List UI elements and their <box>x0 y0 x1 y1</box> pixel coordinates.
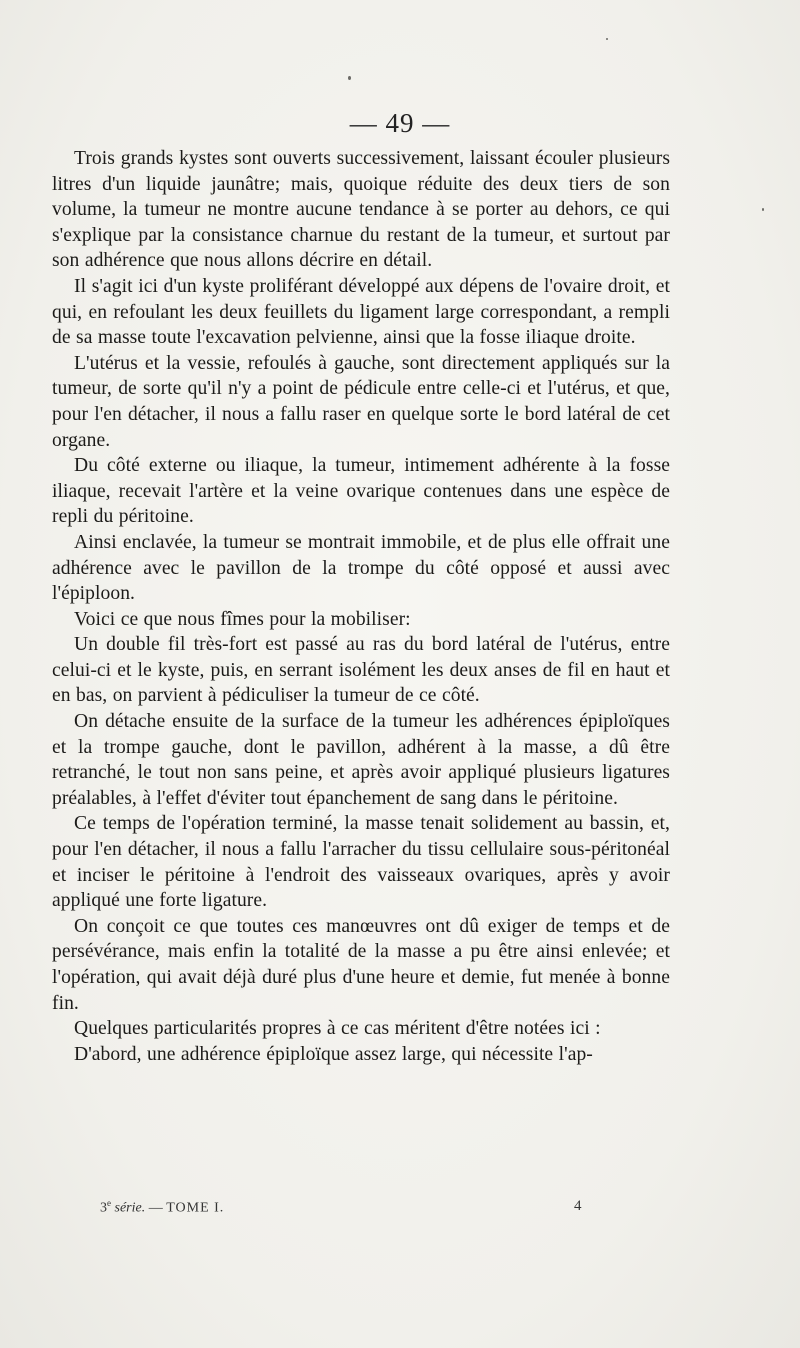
paragraph: Du côté externe ou iliaque, la tumeur, intimement adhérente à la fosse iliaque, recevait l'artère et la veine ovarique contenues dans une espèce de repli du péritoine. <box>52 455 670 528</box>
separator: — <box>148 1200 163 1216</box>
paragraph: Il s'agit ici d'un kyste proliférant développé aux dépens de l'ovaire droit, et qui, en refoulant les deux feuillets du ligament large correspondant, a rempli de sa masse toute l'excavation pelvienne, ainsi que la fosse iliaque droite. <box>52 275 670 349</box>
paragraph: On conçoit ce que toutes ces manœuvres ont dû exiger de temps et de persévérance, mais enfin la totalité de la masse a pu être ainsi enlevée; et l'opération, qui avait déjà duré plus d'une heure et demie, fut menée à bonne fin. <box>52 915 670 1014</box>
paragraph: On détache ensuite de la surface de la tumeur les adhérences épiploïques et la trompe gauche, dont le pavillon, adhérent à la masse, a dû être retranché, le tout non sans peine, et après avoir appliqué plusieurs ligatures préalables, à l'effet d'éviter tout épanchement de sang dans le péritoine. <box>52 711 670 809</box>
series-superscript: e <box>107 1198 111 1208</box>
page-number: — 49 — <box>349 108 451 138</box>
paper-speck <box>348 76 351 80</box>
printer-signature <box>100 1198 224 1217</box>
paragraph: Ce temps de l'opération terminé, la masse tenait solidement au bassin, et, pour l'en détacher, il nous a fallu l'arracher du tissu cellulaire sous-péritonéal et inciser le péritoine à l'endroit des vaisseaux ovariques, après y avoir appliqué une forte ligature. <box>52 813 670 912</box>
paragraph: Ainsi enclavée, la tumeur se montrait immobile, et de plus elle offrait une adhérence avec le pavillon de la trompe du côté opposé et aussi avec l'épiploon. <box>52 531 670 605</box>
body-text <box>52 146 670 1067</box>
series-word: série. <box>114 1200 146 1216</box>
paragraph: Un double fil très-fort est passé au ras du bord latéral de l'utérus, entre celui-ci et le kyste, puis, en serrant isolément les deux anses de fil en haut et en bas, on parvient à pédiculiser la tumeur de ce côté. <box>52 634 670 707</box>
paragraph: Voici ce que nous fîmes pour la mobiliser: <box>74 608 411 630</box>
paper-speck <box>762 208 764 211</box>
sheet-number: 4 <box>574 1198 582 1214</box>
paper-speck <box>606 38 608 40</box>
paragraph: L'utérus et la vessie, refoulés à gauche, sont directement appliqués sur la tumeur, de sorte qu'il n'y a point de pédicule entre celle-ci et l'utérus, et que, pour l'en détacher, il nous a fallu raser en quelque sorte le bord latéral de cet organe. <box>52 352 670 451</box>
paragraph: D'abord, une adhérence épiploïque assez large, qui nécessite l'ap- <box>74 1043 593 1065</box>
paragraph: Trois grands kystes sont ouverts successivement, laissant écouler plusieurs litres d'un liquide jaunâtre; mais, quoique réduite des deux tiers de son volume, la tumeur ne montre aucune tendance à se porter au dehors, ce qui s'explique par la consistance charnue du restant de la tumeur, et surtout par son adhérence que nous allons décrire en détail. <box>52 148 670 272</box>
tome-label: TOME I. <box>166 1200 225 1216</box>
paragraph: Quelques particularités propres à ce cas méritent d'être notées ici : <box>74 1018 601 1040</box>
series-number: 3 <box>100 1200 107 1216</box>
